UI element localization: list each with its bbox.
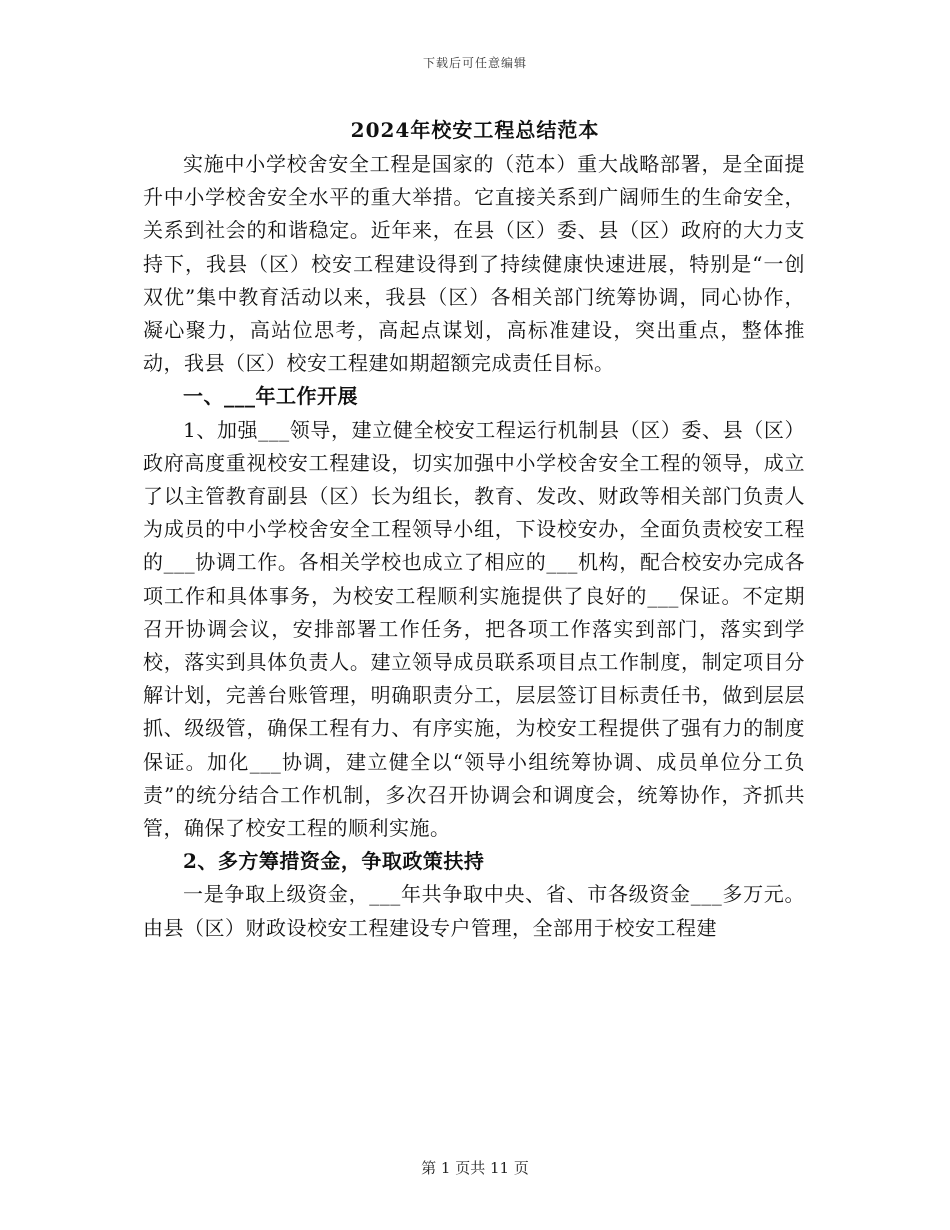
section-2-heading: 2、多方筹措资金，争取政策扶持 — [183, 849, 485, 874]
document-body — [143, 148, 805, 945]
section-1-paragraph: 1、加强___领导，建立健全校安工程运行机制县（区）委、县（区）政府高度重视校安工程建设，切实加强中小学校舍安全工程的领导，成立了以主管教育副县（区）长为组长，教育、发改、财政等相关部门负责人为成员的中小学校舍安全工程领导小组，下设校安办，全面负责校安工程的___协调工作。各相关学校也成立了相应的___机构，配合校安办完成各项工作和具体事务，为校安工程顺利实施提供了良好的___保证。不定期召开协调会议，安排部署工作任务，把各项工作落实到部门，落实到学校，落实到具体负责人。建立领导成员联系项目点工作制度，制定项目分解计划，完善台账管理，明确职责分工，层层签订目标责任书，做到层层抓、级级管，确保工程有力、有序实施，为校安工程提供了强有力的制度保证。加化___协调，建立健全以“领导小组统筹协调、成员单位分工负责”的统分结合工作机制，多次召开协调会和调度会，统筹协作，齐抓共管，确保了校安工程的顺利实施。 — [143, 417, 805, 841]
intro-paragraph: 实施中小学校舍安全工程是国家的（范本）重大战略部署，是全面提升中小学校舍安全水平的重大举措。它直接关系到广阔师生的生命安全，关系到社会的和谐稳定。近年来，在县（区）委、县（区）政府的大力支持下，我县（区）校安工程建设得到了持续健康快速进展，特别是“一创双优”集中教育活动以来，我县（区）各相关部门统筹协调，同心协作，凝心聚力，高站位思考，高起点谋划，高标准建设，突出重点，整体推动，我县（区）校安工程建如期超额完成责任目标。 — [143, 152, 805, 376]
section-1-heading: 一、___年工作开展 — [183, 384, 358, 409]
document-title: 2024年校安工程总结范本 — [350, 118, 600, 142]
page-number-footer: 第 1 页共 11 页 — [421, 1159, 529, 1177]
page-header-note: 下载后可任意编辑 — [422, 56, 527, 70]
section-2-paragraph: 一是争取上级资金，___年共争取中央、省、市各级资金___多万元。由县（区）财政设校安工程建设专户管理，全部用于校安工程建 — [143, 882, 805, 940]
